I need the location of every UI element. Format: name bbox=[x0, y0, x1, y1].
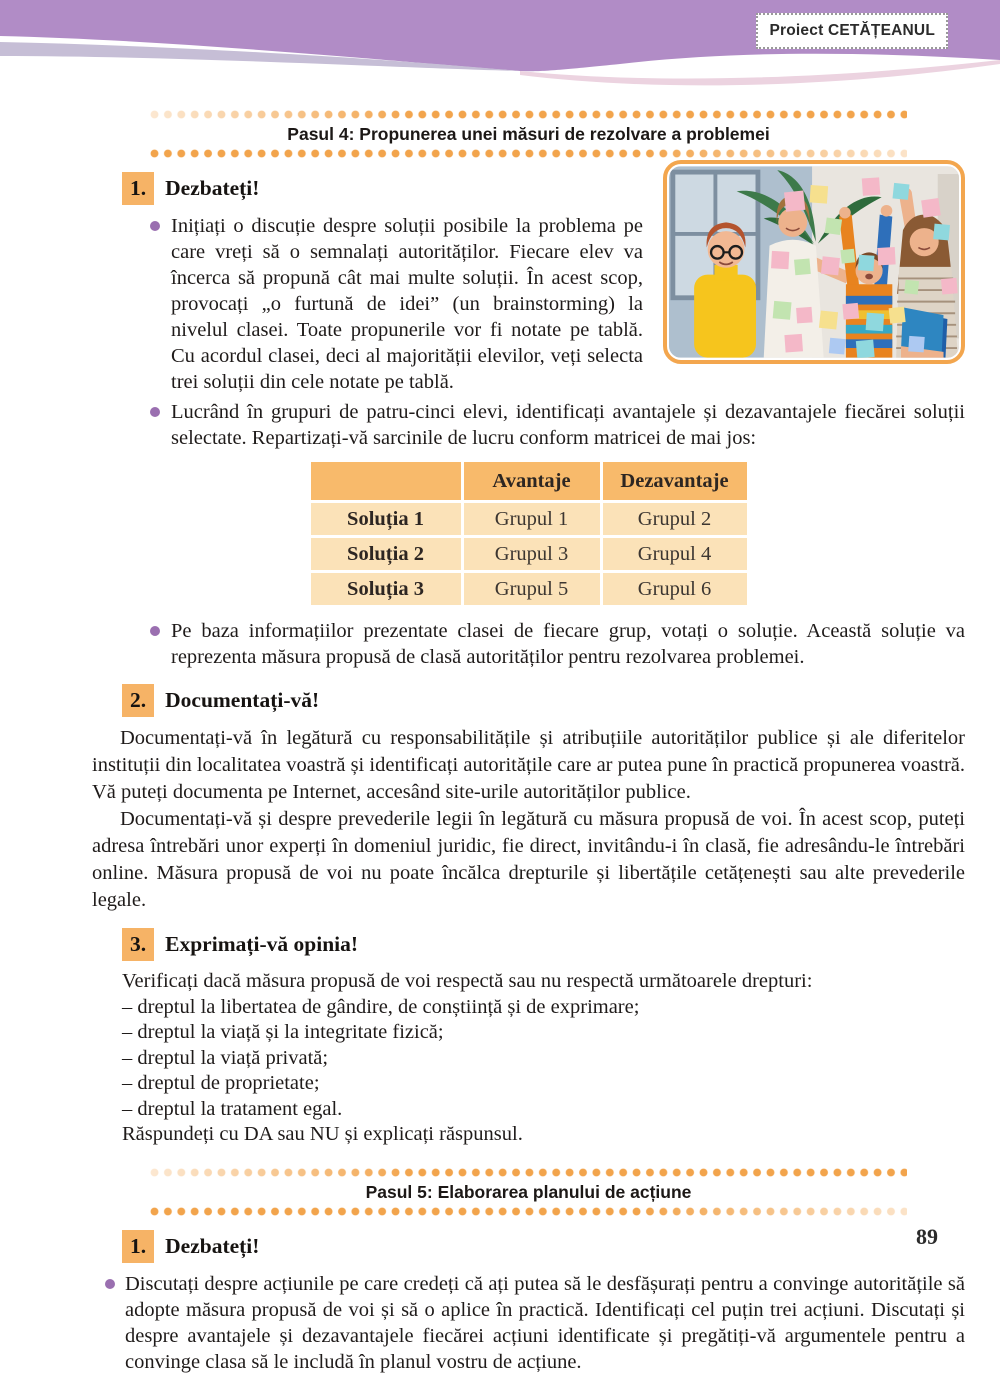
section-title: Dezbateți! bbox=[165, 1233, 260, 1258]
step5-section1 bbox=[92, 1230, 965, 1375]
step5-title: Pasul 5: Elaborarea planului de acțiune bbox=[365, 1181, 692, 1202]
right-item-tratament-egal: – dreptul la tratament egal. bbox=[122, 1097, 343, 1120]
table-header-row bbox=[311, 462, 747, 500]
project-badge: Proiect CETĂȚEANUL bbox=[756, 13, 948, 49]
section-title: Documentați-vă! bbox=[165, 688, 320, 712]
cell-grupul5: Grupul 5 bbox=[464, 573, 600, 605]
step4-header bbox=[150, 110, 907, 158]
step5-header bbox=[150, 1168, 907, 1216]
section-number: 1. bbox=[122, 1230, 154, 1263]
rights-outro: Răspundeți cu DA sau NU și explicați răspunsul. bbox=[122, 1123, 523, 1145]
solutions-matrix-wrap bbox=[92, 459, 965, 608]
dotted-divider-bottom bbox=[150, 149, 907, 158]
bullet-lucrand-grupuri: Lucrând în grupuri de patru-cinci elevi, identificați avantajele și dezavantajele fiecărei soluții selectate. Repartizați-vă sarcinile de lucru conform matricei de mai jos: bbox=[150, 399, 965, 451]
bullet-initiati-discutie: Inițiați o discuție despre soluții posibile la problema pe care vreți să o semnalați autorităților. Fiecare elev va încerca să propună cât mai multe soluții. În acest scop, provocați „o furtună de idei” (un brainstorming) la nivelul clasei. Toate propunerile vor fi notate pe tablă. Cu acordul clasei, deci al majorității elevilor, veți selecta trei soluții din cele notate pe tablă. bbox=[150, 213, 965, 395]
paragraph-documentare-1: Documentați-vă în legătură cu responsabilitățile și atribuțiile autorităților publice și ale diferitelor instituții din localitatea voastră și identificați autoritățile care ar putea pune în practică propunerea voastră. Vă puteți documenta pe Internet, accesând site-urile autorităților publice. bbox=[92, 727, 965, 803]
dotted-divider-top bbox=[150, 1168, 907, 1177]
bullet-discutati-actiuni: Discutați despre acțiunile pe care credeți că ați putea să le desfășurați pentru a convinge autoritățile să adopte măsura propusă de voi și să o aplice în practică. Identificați cel puțin trei acțiuni. Discutați și despre avantajele și dezavantajele fiecărei acțiuni identificate și pregătiți-vă argumentele pentru a convinge clasa să le includă în planul vostru de acțiune. bbox=[105, 1271, 965, 1375]
solutions-matrix-table bbox=[308, 459, 750, 608]
dotted-divider-bottom bbox=[150, 1207, 907, 1216]
header-cell-avantaje: Avantaje bbox=[464, 462, 600, 500]
bullet-pe-baza-informatiilor: Pe baza informațiilor prezentate clasei de fiecare grup, votați o soluție. Această soluție va reprezenta măsura propusă de clasă autorităților pentru rezolvarea problemei. bbox=[150, 618, 965, 670]
table-row bbox=[311, 538, 747, 570]
step4-section1 bbox=[92, 172, 965, 670]
header-cell-empty bbox=[311, 462, 461, 500]
section-number: 3. bbox=[122, 928, 154, 961]
step4-section2 bbox=[92, 684, 965, 914]
cell-grupul6: Grupul 6 bbox=[603, 573, 747, 605]
right-item-viata-privata: – dreptul la viață privată; bbox=[122, 1046, 329, 1069]
dotted-divider-top bbox=[150, 110, 907, 119]
section-title: Exprimați-vă opinia! bbox=[165, 932, 359, 956]
step4-title: Pasul 4: Propunerea unei măsuri de rezolvare a problemei bbox=[287, 124, 770, 144]
section-number: 2. bbox=[122, 684, 154, 717]
right-item-viata-integritate: – dreptul la viață și la integritate fizică; bbox=[122, 1021, 444, 1043]
cell-grupul4: Grupul 4 bbox=[603, 538, 747, 570]
page-number: 89 bbox=[916, 1224, 938, 1249]
header-cell-dezavantaje: Dezavantaje bbox=[603, 462, 747, 500]
right-item-proprietate: – dreptul de proprietate; bbox=[122, 1072, 320, 1094]
section-heading-exprimati bbox=[122, 928, 965, 961]
section-title: Dezbateți! bbox=[165, 176, 260, 200]
cell-grupul1: Grupul 1 bbox=[464, 503, 600, 535]
row-label-solutia3: Soluția 3 bbox=[311, 573, 461, 605]
cell-grupul2: Grupul 2 bbox=[603, 503, 747, 535]
row-label-solutia1: Soluția 1 bbox=[311, 503, 461, 535]
cell-grupul3: Grupul 3 bbox=[464, 538, 600, 570]
section-heading-documentati bbox=[122, 684, 965, 717]
row-label-solutia2: Soluția 2 bbox=[311, 538, 461, 570]
section-number: 1. bbox=[122, 172, 154, 205]
table-row bbox=[311, 503, 747, 535]
rights-intro: Verificați dacă măsura propusă de voi respectă sau nu respectă următoarele drepturi: bbox=[122, 970, 813, 992]
step4-section3 bbox=[92, 928, 965, 1148]
right-item-gandire: – dreptul la libertatea de gândire, de conștiință și de exprimare; bbox=[122, 995, 640, 1018]
section-heading-dezbateti-2 bbox=[122, 1230, 965, 1263]
paragraph-documentare-2: Documentați-vă și despre prevederile legii în legătură cu măsura propusă de voi. În acest scop, puteți adresa întrebări unor experți în domeniul juridic, fie direct, invitându-i în clasă, fie adresându-le întrebări online. Măsura propusă de voi nu poate încălca drepturile și libertățile cetățenești sau alte prevederile legale. bbox=[92, 808, 965, 911]
table-row bbox=[311, 573, 747, 605]
